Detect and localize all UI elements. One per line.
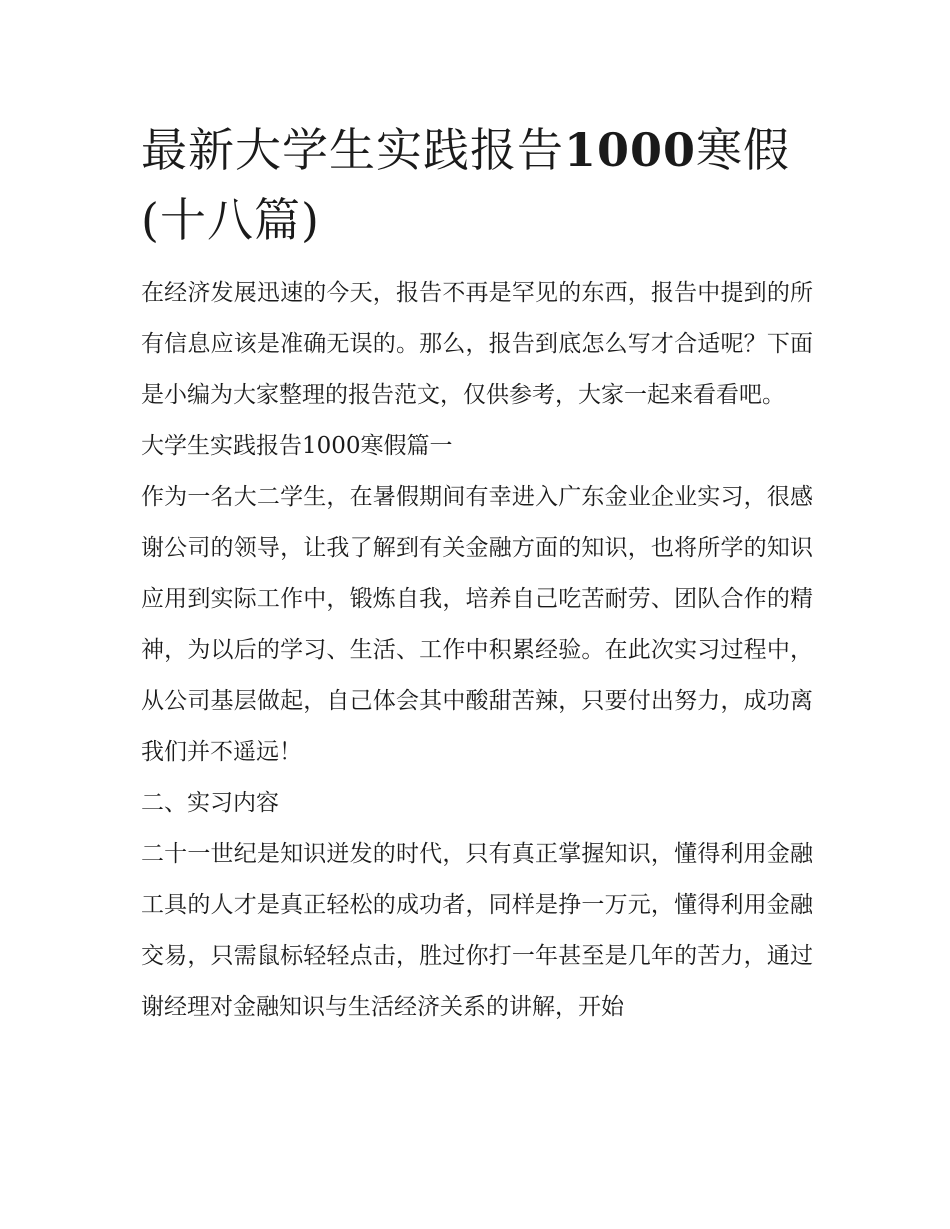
body-paragraph: 二十一世纪是知识迸发的时代，只有真正掌握知识，懂得利用金融工具的人才是真正轻松的成功者，同样是挣一万元，懂得利用金融交易，只需鼠标轻轻点击，胜过你打一年甚至是几年的苦力，通过谢经理对金融知识与生活经济关系的讲解，开始 bbox=[141, 841, 813, 1020]
body-paragraph: 作为一名大二学生，在暑假期间有幸进入广东金业企业实习，很感谢公司的领导，让我了解到有关金融方面的知识，也将所学的知识应用到实际工作中，锻炼自我，培养自己吃苦耐劳、团队合作的精神，为以后的学习、生活、工作中积累经验。在此次实习过程中，从公司基层做起，自己体会其中酸甜苦辣，只要付出努力，成功离我们并不遥远！ bbox=[141, 484, 813, 765]
title-suffix: 寒假(十八篇) bbox=[141, 123, 791, 247]
section-heading-internship-content: 二、实习内容 bbox=[141, 790, 279, 816]
document-title bbox=[141, 115, 813, 255]
title-number: 1000 bbox=[564, 123, 697, 177]
title-prefix: 最新大学生实践报告 bbox=[141, 123, 564, 177]
intro-paragraph: 在经济发展迅速的今天，报告不再是罕见的东西，报告中提到的所有信息应该是准确无误的。那么，报告到底怎么写才合适呢？下面是小编为大家整理的报告范文，仅供参考，大家一起来看看吧。 bbox=[141, 280, 813, 408]
section-heading-part-one: 大学生实践报告1000寒假篇一 bbox=[141, 433, 453, 459]
document-body bbox=[141, 115, 813, 1033]
